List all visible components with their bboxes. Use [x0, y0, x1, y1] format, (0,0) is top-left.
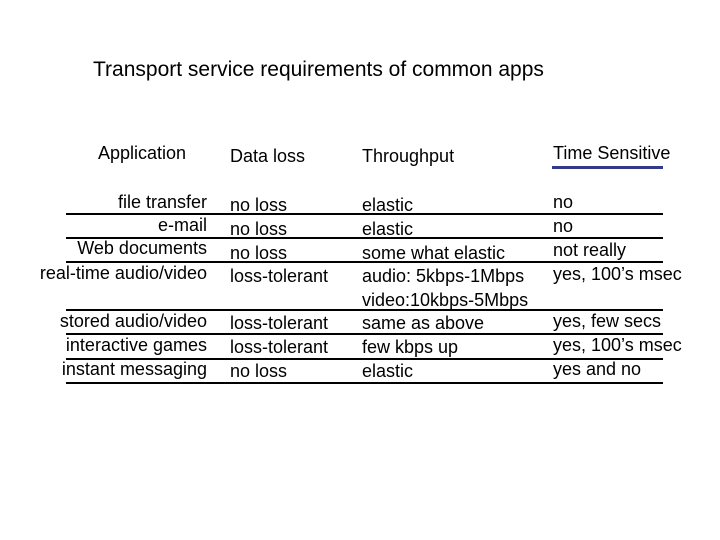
cell-application: Web documents [77, 238, 207, 258]
cell-throughput: audio: 5kbps-1Mbps [362, 266, 525, 286]
cell-data-loss: no loss [230, 195, 288, 215]
header-underline [552, 166, 663, 169]
cell-data-loss: loss-tolerant [230, 313, 329, 333]
cell-data-loss: no loss [230, 219, 288, 239]
header-data-loss: Data loss [230, 146, 306, 166]
cell-application: e-mail [157, 215, 207, 235]
cell-time-sensitive: yes and no [553, 359, 642, 379]
cell-data-loss: no loss [230, 243, 288, 263]
header-application: Application [98, 143, 187, 163]
cell-time-sensitive: yes, few secs [553, 311, 662, 331]
cell-throughput: elastic [362, 195, 414, 215]
cell-data-loss: loss-tolerant [230, 266, 329, 286]
cell-throughput: same as above [362, 313, 485, 333]
cell-throughput: elastic [362, 219, 414, 239]
cell-time-sensitive: yes, 100’s msec [553, 264, 682, 284]
cell-throughput: elastic [362, 361, 414, 381]
cell-application: real-time audio/video [39, 263, 207, 283]
cell-time-sensitive: yes, 100’s msec [553, 335, 682, 355]
cell-time-sensitive: not really [553, 240, 627, 260]
cell-time-sensitive: no [553, 192, 574, 212]
header-throughput: Throughput [362, 146, 455, 166]
cell-application: instant messaging [61, 359, 207, 379]
cell-throughput: few kbps up [362, 337, 459, 357]
cell-throughput: some what elastic [362, 243, 506, 263]
cell-time-sensitive: no [553, 216, 574, 236]
cell-data-loss: loss-tolerant [230, 337, 329, 357]
cell-application: file transfer [117, 192, 207, 212]
slide-title: Transport service requirements of common apps [93, 58, 544, 81]
cell-throughput-line2: video:10kbps-5Mbps [362, 290, 529, 310]
header-time-sensitive: Time Sensitive [553, 143, 671, 163]
cell-application: interactive games [65, 335, 207, 355]
cell-application: stored audio/video [59, 311, 207, 331]
cell-data-loss: no loss [230, 361, 288, 381]
